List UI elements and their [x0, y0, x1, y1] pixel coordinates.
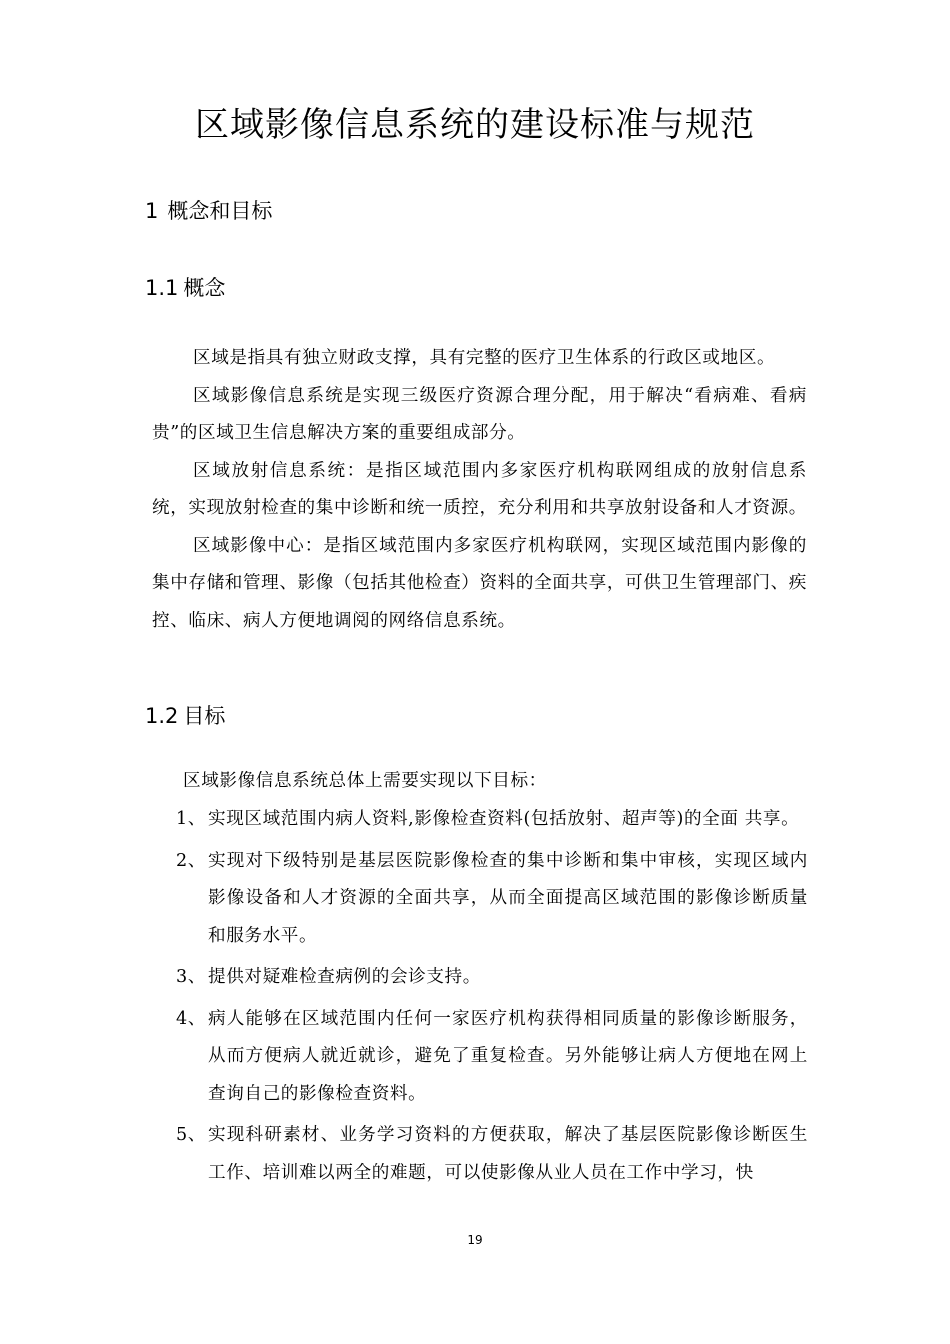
section-1-title: 概念和目标: [167, 199, 273, 223]
goals-list: [176, 801, 808, 1196]
list-item-number: 4、: [176, 1008, 206, 1029]
paragraph-regional-radiology-system: 区域放射信息系统：是指区域范围内多家医疗机构联网组成的放射信息系统，实现放射检查的集中诊断和统一质控，充分利用和共享放射设备和人才资源。: [152, 460, 807, 518]
section-1-number: 1: [145, 199, 159, 223]
list-item-number: 3、: [176, 967, 206, 987]
list-item: [176, 843, 808, 956]
section-1-heading: [145, 197, 272, 225]
paragraph-regional-imaging-system: 区域影像信息系统是实现三级医疗资源合理分配，用于解决“看病难、看病贵”的区域卫生信息解决方案的重要组成部分。: [152, 385, 807, 443]
list-item: [176, 1001, 808, 1114]
paragraph-region-definition: 区域是指具有独立财政支撑，具有完整的医疗卫生体系的行政区或地区。: [193, 348, 776, 368]
list-item: [176, 1117, 808, 1192]
list-item-number: 2、: [176, 850, 206, 871]
section-1-2-title: 目标: [183, 704, 226, 728]
list-item-text: 实现对下级特别是基层医院影像检查的集中诊断和集中审核，实现区域内影像设备和人才资源的全面共享，从而全面提高区域范围的影像诊断质量和服务水平。: [208, 850, 808, 946]
section-1-2-number: 1.2: [145, 704, 179, 728]
list-item: [176, 801, 808, 839]
list-item: [176, 959, 808, 997]
paragraph-regional-imaging-center: 区域影像中心：是指区域范围内多家医疗机构联网，实现区域范围内影像的集中存储和管理、影像（包括其他检查）资料的全面共享，可供卫生管理部门、疾控、临床、病人方便地调阅的网络信息系统。: [152, 535, 807, 631]
section-1-1-number: 1.1: [145, 276, 179, 300]
goals-intro: 区域影像信息系统总体上需要实现以下目标：: [183, 771, 547, 791]
list-item-text: 实现科研素材、业务学习资料的方便获取，解决了基层医院影像诊断医生工作、培训难以两全的难题，可以使影像从业人员在工作中学习，快: [208, 1125, 808, 1183]
document-title: 区域影像信息系统的建设标准与规范: [195, 105, 755, 145]
section-1-1-heading: [145, 274, 225, 302]
page-number: 19: [467, 1233, 483, 1247]
list-item-text: 病人能够在区域范围内任何一家医疗机构获得相同质量的影像诊断服务，从而方便病人就近就诊，避免了重复检查。另外能够让病人方便地在网上查询自己的影像检查资料。: [208, 1008, 808, 1104]
list-item-text: 实现区域范围内病人资料,影像检查资料(包括放射、超声等)的全面 共享。: [208, 809, 800, 829]
section-1-2-heading: [145, 702, 225, 730]
list-item-number: 1、: [176, 809, 206, 829]
concept-paragraphs: [152, 340, 807, 640]
section-1-1-title: 概念: [183, 276, 226, 300]
list-item-text: 提供对疑难检查病例的会诊支持。: [208, 967, 481, 987]
list-item-number: 5、: [176, 1125, 206, 1145]
